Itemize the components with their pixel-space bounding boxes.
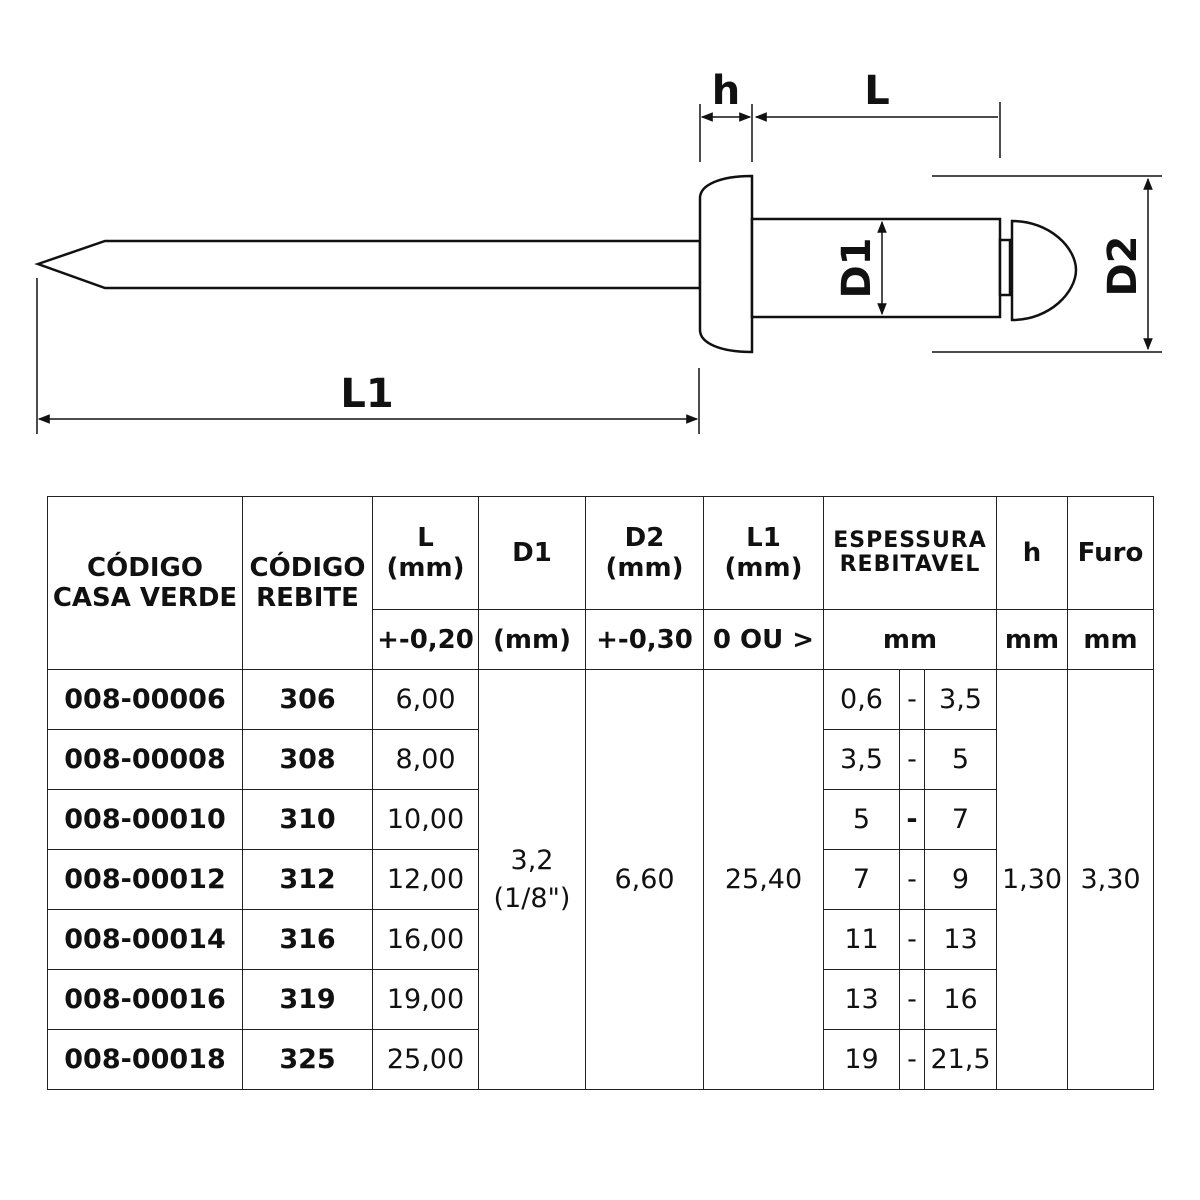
cell-esp-sep: - [900, 790, 925, 850]
cell-esp-sep: - [900, 910, 925, 970]
cell-codigo: 008-00010 [48, 790, 243, 850]
cell-codigo: 008-00012 [48, 850, 243, 910]
cell-codigo: 008-00008 [48, 730, 243, 790]
cell-codigo: 008-00016 [48, 970, 243, 1030]
header-espessura-rebitavel: ESPESSURA REBITAVEL [824, 497, 997, 610]
cell-L: 8,00 [373, 730, 479, 790]
rivet-drawing [38, 176, 1076, 352]
cell-D2-merged: 6,60 [586, 670, 704, 1090]
cell-rebite: 316 [243, 910, 373, 970]
cell-L: 25,00 [373, 1030, 479, 1090]
header-D2: D2 (mm) [586, 497, 704, 610]
cell-L: 12,00 [373, 850, 479, 910]
subheader-espessura: mm [824, 610, 997, 670]
cell-D1-merged: 3,2 (1/8") [479, 670, 586, 1090]
rivet-spec-table [47, 496, 1154, 1090]
subheader-h: mm [997, 610, 1068, 670]
cell-esp-sep: - [900, 730, 925, 790]
cell-esp-max: 16 [925, 970, 997, 1030]
cell-esp-min: 0,6 [824, 670, 900, 730]
header-codigo-rebite: CÓDIGO REBITE [243, 497, 373, 670]
cell-esp-max: 13 [925, 910, 997, 970]
subheader-L: +-0,20 [373, 610, 479, 670]
cell-L: 16,00 [373, 910, 479, 970]
header-codigo-casa-verde: CÓDIGO CASA VERDE [48, 497, 243, 670]
header-D1: D1 [479, 497, 586, 610]
cell-rebite: 306 [243, 670, 373, 730]
cell-furo-merged: 3,30 [1068, 670, 1154, 1090]
table-header-row [48, 497, 1154, 610]
mandrel-neck-shape [1000, 240, 1010, 295]
cell-rebite: 319 [243, 970, 373, 1030]
cell-esp-sep: - [900, 850, 925, 910]
cell-esp-sep: - [900, 670, 925, 730]
cell-esp-min: 19 [824, 1030, 900, 1090]
cell-codigo: 008-00018 [48, 1030, 243, 1090]
cell-codigo: 008-00014 [48, 910, 243, 970]
cell-rebite: 312 [243, 850, 373, 910]
header-h: h [997, 497, 1068, 610]
subheader-L1: 0 OU > [704, 610, 824, 670]
cell-esp-min: 3,5 [824, 730, 900, 790]
D2-label: D2 [1100, 235, 1146, 297]
cell-codigo: 008-00006 [48, 670, 243, 730]
L1-label: L1 [340, 371, 394, 417]
subheader-D2: +-0,30 [586, 610, 704, 670]
cell-esp-max: 7 [925, 790, 997, 850]
cell-esp-max: 5 [925, 730, 997, 790]
rivet-diagram [0, 0, 1200, 470]
cell-L1-merged: 25,40 [704, 670, 824, 1090]
D1-label: D1 [834, 237, 880, 299]
cell-esp-max: 9 [925, 850, 997, 910]
cell-esp-max: 3,5 [925, 670, 997, 730]
cell-esp-min: 7 [824, 850, 900, 910]
header-L1: L1 (mm) [704, 497, 824, 610]
cell-rebite: 308 [243, 730, 373, 790]
header-L: L (mm) [373, 497, 479, 610]
subheader-furo: mm [1068, 610, 1154, 670]
cell-esp-max: 21,5 [925, 1030, 997, 1090]
cell-h-merged: 1,30 [997, 670, 1068, 1090]
cell-esp-min: 11 [824, 910, 900, 970]
cell-rebite: 310 [243, 790, 373, 850]
h-label: h [711, 68, 741, 114]
cell-esp-sep: - [900, 1030, 925, 1090]
cell-esp-sep: - [900, 970, 925, 1030]
rivet-head-shape [700, 176, 752, 352]
cell-esp-min: 13 [824, 970, 900, 1030]
L-label: L [864, 68, 890, 114]
cell-L: 10,00 [373, 790, 479, 850]
subheader-D1: (mm) [479, 610, 586, 670]
mandrel-tip-shape [1012, 221, 1076, 320]
cell-L: 19,00 [373, 970, 479, 1030]
header-furo: Furo [1068, 497, 1154, 610]
mandrel-shape [38, 241, 700, 288]
cell-L: 6,00 [373, 670, 479, 730]
table-row [48, 670, 1154, 730]
cell-esp-min: 5 [824, 790, 900, 850]
cell-rebite: 325 [243, 1030, 373, 1090]
